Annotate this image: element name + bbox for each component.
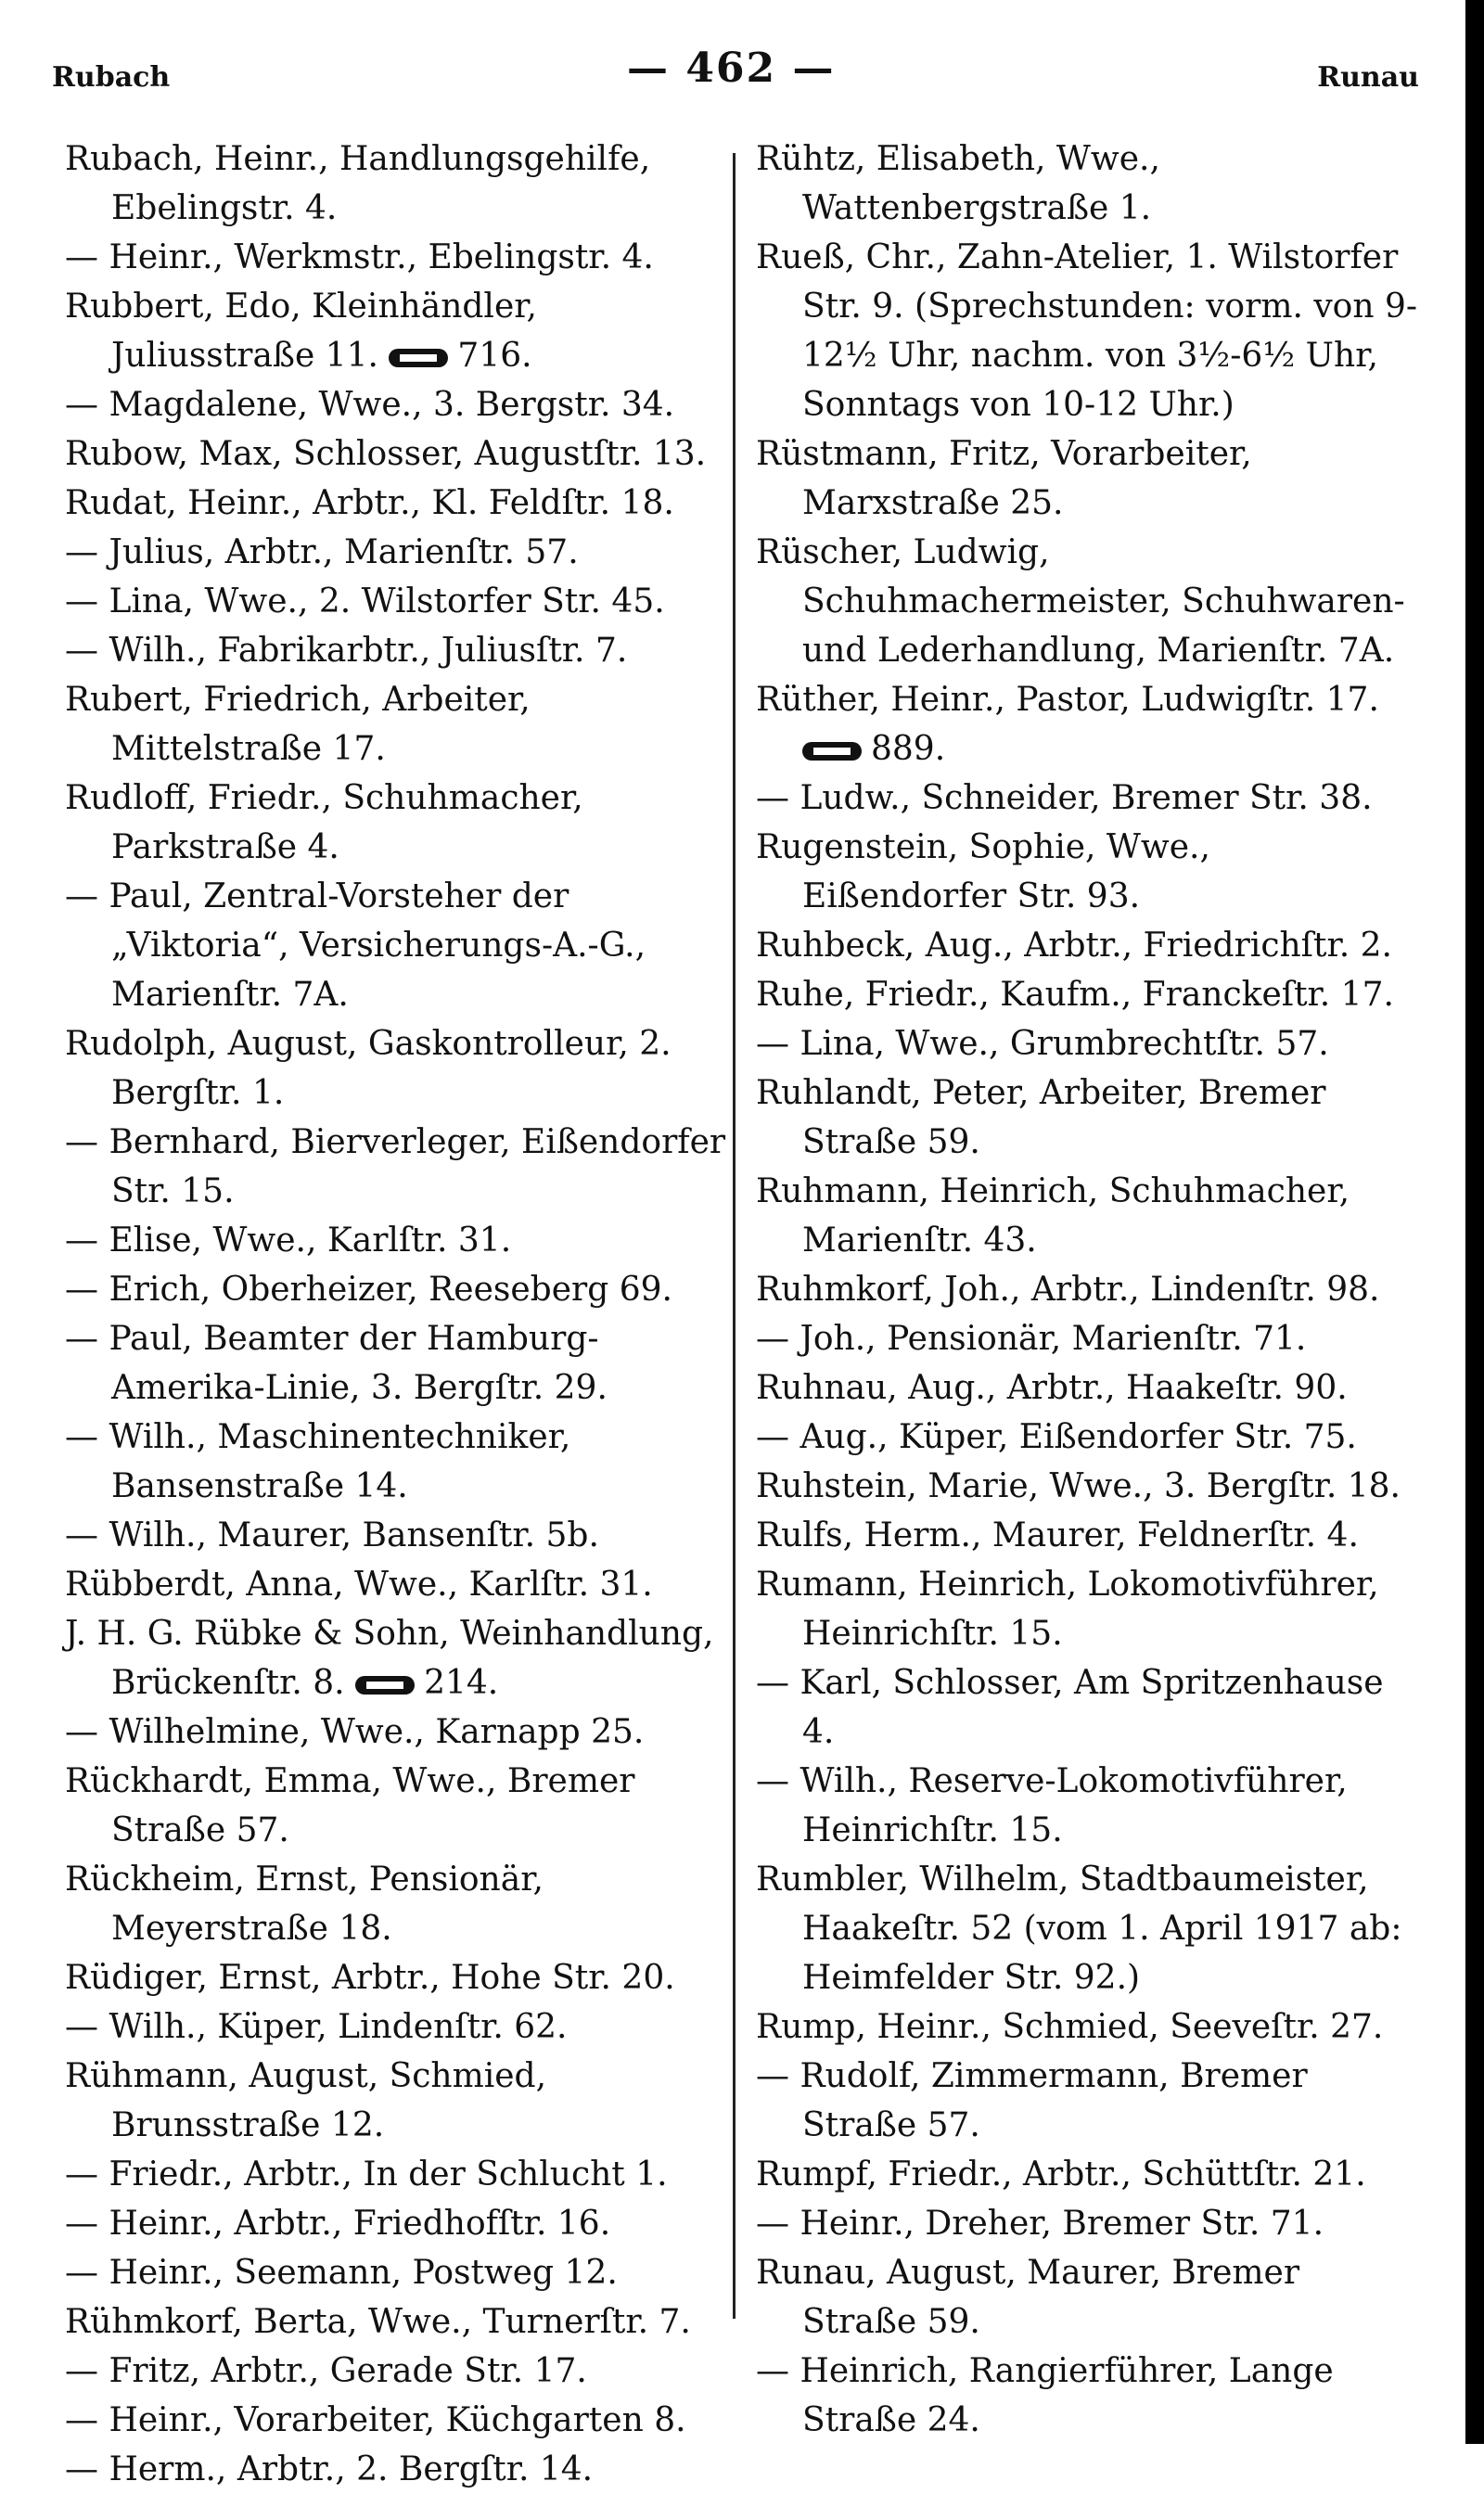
directory-entry <box>65 1855 728 1953</box>
directory-entry <box>65 2150 728 2199</box>
directory-entry <box>65 1216 728 1265</box>
directory-entry <box>756 2347 1419 2445</box>
entry-text: — Erich, Oberheizer, Reeseberg 69. <box>65 1271 672 1309</box>
entry-text: Rumann, Heinrich, Lokomotivführer, Heinrichſtr. 15. <box>756 1566 1379 1653</box>
entry-text: — Lina, Wwe., 2. Wilstorfer Str. 45. <box>65 582 665 620</box>
entry-text: Ruhstein, Marie, Wwe., 3. Bergſtr. 18. <box>756 1467 1401 1505</box>
directory-entry <box>756 2248 1419 2347</box>
entry-text: Rumbler, Wilhelm, Stadtbaumeister, Haakeſtr. 52 (vom 1. April 1917 ab: Heimfelder Str. 92.) <box>756 1861 1402 1997</box>
directory-entry <box>756 1462 1419 1511</box>
directory-entry <box>65 675 728 774</box>
phone-number: 889. <box>871 730 946 768</box>
telephone-icon <box>802 742 862 761</box>
entry-text: Ruhmann, Heinrich, Schuhmacher, Marienſtr. 43. <box>756 1172 1350 1260</box>
directory-entry <box>756 1757 1419 1855</box>
directory-entry <box>65 1707 728 1757</box>
entry-text: Rühmann, August, Schmied, Brunsstraße 12. <box>65 2057 547 2144</box>
directory-entry <box>65 2199 728 2248</box>
directory-entry <box>756 1511 1419 1560</box>
entry-text: — Paul, Beamter der Hamburg-Amerika-Linie, 3. Bergſtr. 29. <box>65 1320 608 1407</box>
entry-text: Rubach, Heinr., Handlungsgehilfe, Ebelingstr. 4. <box>65 140 651 227</box>
entry-text: — Wilh., Maschinentechniker, Bansenstraße 14. <box>65 1418 571 1505</box>
entry-text: — Heinr., Seemann, Postweg 12. <box>65 2254 618 2292</box>
entry-text: — Ludw., Schneider, Bremer Str. 38. <box>756 779 1373 817</box>
entry-text: Rückheim, Ernst, Pensionär, Meyerstraße 18. <box>65 1861 544 1948</box>
directory-entry <box>756 970 1419 1019</box>
directory-entry <box>756 774 1419 823</box>
telephone-icon <box>389 349 448 367</box>
directory-entry <box>65 1953 728 2002</box>
directory-entry <box>65 2002 728 2052</box>
page-number: — 462 — <box>627 45 836 92</box>
directory-entry <box>65 1265 728 1314</box>
directory-entry <box>65 233 728 282</box>
entry-text: Ruhbeck, Aug., Arbtr., Friedrichſtr. 2. <box>756 927 1392 965</box>
entry-text: — Heinr., Werkmstr., Ebelingstr. 4. <box>65 238 654 276</box>
directory-entry <box>65 1413 728 1511</box>
directory-entry <box>756 2150 1419 2199</box>
directory-entry <box>65 2248 728 2297</box>
directory-entry <box>65 528 728 577</box>
entry-text: Ruhmkorf, Joh., Arbtr., Lindenſtr. 98. <box>756 1271 1380 1309</box>
directory-entry <box>756 823 1419 921</box>
entry-text: Rüther, Heinr., Pastor, Ludwigſtr. 17. <box>756 681 1379 719</box>
directory-entry <box>65 1019 728 1118</box>
directory-entry <box>756 134 1419 233</box>
entry-text: — Magdalene, Wwe., 3. Bergstr. 34. <box>65 386 675 424</box>
entry-text: Rugenstein, Sophie, Wwe., Eißendorfer Str. 93. <box>756 828 1210 915</box>
column-divider <box>733 153 736 2319</box>
entry-text: — Herm., Arbtr., 2. Bergſtr. 14. <box>65 2450 594 2488</box>
telephone-icon <box>355 1676 415 1695</box>
directory-entry <box>65 2347 728 2396</box>
entry-text: Rumpf, Friedr., Arbtr., Schüttſtr. 21. <box>756 2155 1366 2193</box>
entry-text: — Karl, Schlosser, Am Spritzenhause 4. <box>756 1664 1384 1751</box>
entry-text: — Paul, Zentral-Vorsteher der „Viktoria“, Versicherungs-A.-G., Marienſtr. 7A. <box>65 877 646 1014</box>
directory-entry <box>756 2052 1419 2150</box>
directory-entry <box>756 1314 1419 1363</box>
directory-entry <box>65 2297 728 2347</box>
entry-text: — Elise, Wwe., Karlſtr. 31. <box>65 1221 512 1260</box>
entry-text: — Friedr., Arbtr., In der Schlucht 1. <box>65 2155 668 2193</box>
entry-text: Ruhe, Friedr., Kaufm., Franckeſtr. 17. <box>756 976 1394 1014</box>
entry-text: — Aug., Küper, Eißendorfer Str. 75. <box>756 1418 1357 1456</box>
directory-entry <box>65 134 728 233</box>
directory-entry <box>65 479 728 528</box>
entry-text: — Wilh., Fabrikarbtr., Juliusſtr. 7. <box>65 632 628 670</box>
scan-edge <box>1465 0 1484 2444</box>
directory-entry <box>65 1118 728 1216</box>
directory-entry <box>65 2396 728 2445</box>
directory-entry <box>756 2199 1419 2248</box>
entry-text: Ruhnau, Aug., Arbtr., Haakeſtr. 90. <box>756 1369 1348 1407</box>
directory-entry <box>756 233 1419 429</box>
entry-text: Rübberdt, Anna, Wwe., Karlſtr. 31. <box>65 1566 653 1604</box>
entry-text: — Rudolf, Zimmermann, Bremer Straße 57. <box>756 2057 1308 2144</box>
directory-entry <box>65 2052 728 2150</box>
directory-entry <box>756 1265 1419 1314</box>
entry-text: Rühmkorf, Berta, Wwe., Turnerſtr. 7. <box>65 2303 691 2341</box>
left-column <box>65 134 728 2494</box>
directory-entry <box>756 1560 1419 1658</box>
directory-entry <box>756 429 1419 528</box>
entry-text: — Wilh., Maurer, Bansenſtr. 5b. <box>65 1516 599 1554</box>
directory-entry <box>756 2002 1419 2052</box>
page-header <box>52 37 1419 102</box>
entry-text: Rump, Heinr., Schmied, Seeveſtr. 27. <box>756 2008 1384 2046</box>
directory-entry <box>65 577 728 626</box>
right-column <box>756 134 1419 2445</box>
directory-entry <box>756 1068 1419 1167</box>
entry-text: — Heinr., Dreher, Bremer Str. 71. <box>756 2205 1324 2243</box>
entry-text: — Heinr., Vorarbeiter, Küchgarten 8. <box>65 2401 686 2439</box>
header-right-guide-word: Runau <box>1317 61 1419 94</box>
directory-entry <box>65 380 728 429</box>
entry-text: — Wilhelmine, Wwe., Karnapp 25. <box>65 1713 645 1751</box>
entry-text: Rudolph, August, Gaskontrolleur, 2. Bergſtr. 1. <box>65 1025 672 1112</box>
entry-text: — Fritz, Arbtr., Gerade Str. 17. <box>65 2352 587 2390</box>
directory-entry <box>65 1511 728 1560</box>
directory-entry <box>756 1019 1419 1068</box>
header-left-guide-word: Rubach <box>52 61 171 94</box>
entry-text: — Bernhard, Bierverleger, Eißendorfer Str. 15. <box>65 1123 726 1210</box>
entry-text: — Lina, Wwe., Grumbrechtſtr. 57. <box>756 1025 1329 1063</box>
directory-entry <box>756 528 1419 675</box>
entry-text: — Wilh., Küper, Lindenſtr. 62. <box>65 2008 568 2046</box>
directory-entry <box>756 1658 1419 1757</box>
phone-number: 716. <box>457 337 532 375</box>
directory-entry <box>756 921 1419 970</box>
directory-entry <box>756 1855 1419 2002</box>
entry-text: Rüdiger, Ernst, Arbtr., Hohe Str. 20. <box>65 1959 675 1997</box>
entry-text: — Joh., Pensionär, Marienſtr. 71. <box>756 1320 1307 1358</box>
entry-text: Rühtz, Elisabeth, Wwe., Wattenbergstraße 1. <box>756 140 1160 227</box>
directory-entry <box>65 1609 728 1707</box>
entry-text: — Heinr., Arbtr., Friedhofſtr. 16. <box>65 2205 611 2243</box>
directory-entry <box>65 626 728 675</box>
entry-text: — Julius, Arbtr., Marienſtr. 57. <box>65 533 579 571</box>
entry-text: — Wilh., Reserve-Lokomotivführer, Heinrichſtr. 15. <box>756 1762 1348 1849</box>
directory-entry <box>65 1560 728 1609</box>
entry-text: Rudat, Heinr., Arbtr., Kl. Feldſtr. 18. <box>65 484 674 522</box>
phone-number: 214. <box>424 1664 499 1702</box>
directory-entry <box>65 774 728 872</box>
directory-entry <box>756 1167 1419 1265</box>
entry-text: Rubbert, Edo, Kleinhändler, Juliusstraße 11. <box>65 288 537 375</box>
entry-text: Rüstmann, Fritz, Vorarbeiter, Marxstraße 25. <box>756 435 1252 522</box>
entry-text: Rubow, Max, Schlosser, Augustſtr. 13. <box>65 435 707 473</box>
directory-entry <box>756 675 1419 774</box>
entry-text: Rüscher, Ludwig, Schuhmachermeister, Schuhwaren- und Lederhandlung, Marienſtr. 7A. <box>756 533 1405 670</box>
entry-text: Rueß, Chr., Zahn-Atelier, 1. Wilstorfer Str. 9. (Sprechstunden: vorm. von 9-12½ Uhr, nachm. von 3½-6½ Uhr, Sonntags von 10-12 Uhr.) <box>756 238 1418 424</box>
entry-text: Ruhlandt, Peter, Arbeiter, Bremer Straße 59. <box>756 1074 1326 1161</box>
directory-entry <box>756 1363 1419 1413</box>
entry-text: J. H. G. Rübke & Sohn, Weinhandlung, Brückenſtr. 8. <box>65 1615 714 1702</box>
entry-text: Rudloff, Friedr., Schuhmacher, Parkstraße 4. <box>65 779 583 866</box>
directory-entry <box>65 1757 728 1855</box>
entry-text: Rückhardt, Emma, Wwe., Bremer Straße 57. <box>65 1762 635 1849</box>
directory-entry <box>65 872 728 1019</box>
directory-entry <box>65 1314 728 1413</box>
directory-entry <box>65 2445 728 2494</box>
directory-entry <box>65 429 728 479</box>
entry-text: Rulfs, Herm., Maurer, Feldnerſtr. 4. <box>756 1516 1359 1554</box>
directory-entry <box>65 282 728 380</box>
entry-text: Runau, August, Maurer, Bremer Straße 59. <box>756 2254 1300 2341</box>
entry-text: — Heinrich, Rangierführer, Lange Straße 24. <box>756 2352 1334 2439</box>
directory-entry <box>756 1413 1419 1462</box>
entry-text: Rubert, Friedrich, Arbeiter, Mittelstraße 17. <box>65 681 531 768</box>
